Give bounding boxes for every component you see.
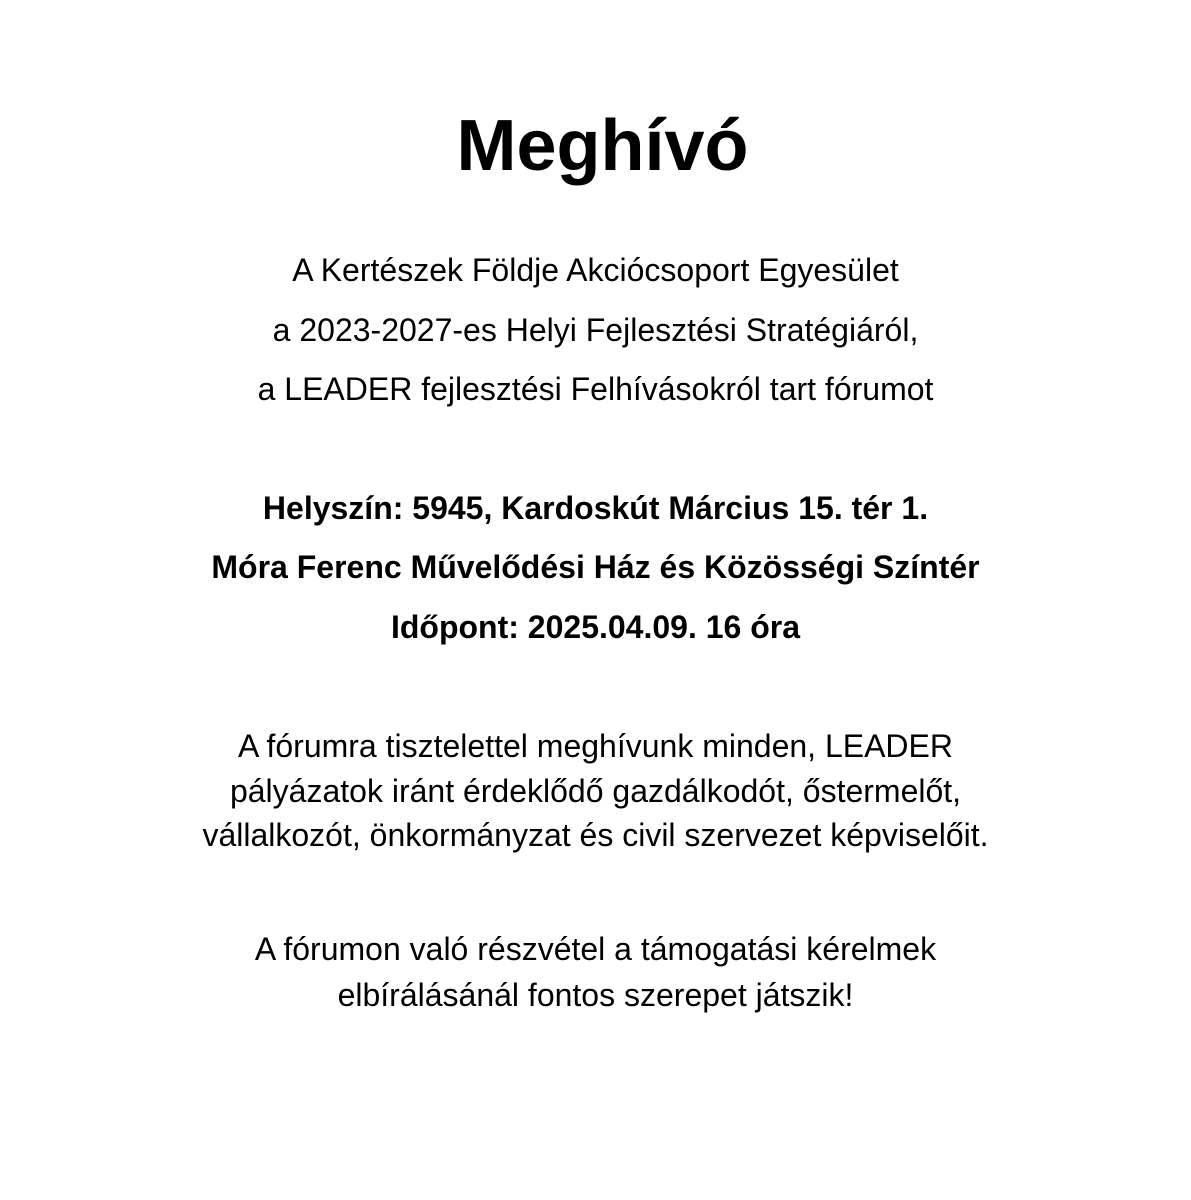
venue-line: Móra Ferenc Művelődési Ház és Közösségi Színtér — [211, 549, 980, 585]
intro-line-3: a LEADER fejlesztési Felhívásokról tart fórumot — [257, 371, 934, 407]
location-line: Helyszín: 5945, Kardoskút Március 15. tér 1. — [262, 490, 929, 526]
time-line: Időpont: 2025.04.09. 16 óra — [390, 609, 801, 645]
note-line-2: elbírálásánál fontos szerepet játszik! — [337, 977, 854, 1013]
intro-line-1: A Kertészek Földje Akciócsoport Egyesület — [292, 252, 899, 288]
note-line-1: A fórumon való részvétel a támogatási kérelmek — [254, 931, 937, 967]
invitation-line-1: A fórumra tisztelettel meghívunk minden, LEADER — [238, 728, 953, 764]
invitation-line-2: pályázatok iránt érdeklődő gazdálkodót, őstermelőt, — [229, 773, 962, 809]
invitation-line-3: vállalkozót, önkormányzat és civil szervezet képviselőit. — [202, 817, 989, 853]
intro-line-2: a 2023-2027-es Helyi Fejlesztési Stratégiáról, — [272, 312, 919, 348]
page-title: Meghívó — [456, 106, 749, 186]
